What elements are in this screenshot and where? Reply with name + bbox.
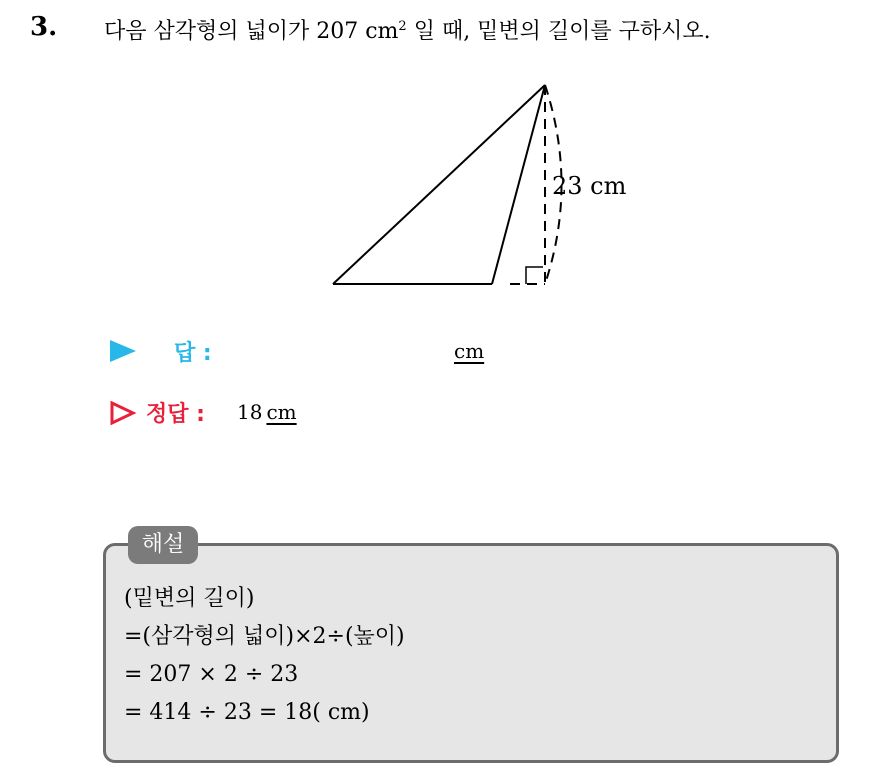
answer-marker-icon [110, 340, 136, 362]
solution-tag: 해설 [128, 526, 198, 564]
height-label: 23 cm [552, 172, 627, 200]
correct-answer-number: 18 [237, 400, 263, 424]
answer-unit: cm [454, 339, 485, 363]
triangle-left-side [333, 85, 545, 284]
problem-number: 3. [30, 12, 58, 42]
triangle-right-side [492, 85, 545, 284]
solution-lines [124, 580, 405, 732]
area-unit-exponent: 2 [398, 19, 407, 34]
solution-line: (밑변의 길이) [124, 586, 255, 611]
answer-label: 답 : [174, 341, 212, 366]
solution-line: = 414 ÷ 23 = 18( cm) [124, 700, 370, 725]
correct-answer-value [237, 400, 297, 424]
solution-line: = 207 × 2 ÷ 23 [124, 662, 299, 687]
problem-text-before: 다음 삼각형의 넓이가 207 cm [104, 19, 399, 44]
solution-line: =(삼각형의 넓이)×2÷(높이) [124, 624, 405, 649]
problem-text [104, 14, 711, 45]
correct-answer-unit: cm [266, 400, 297, 424]
problem-text-after: 일 때, 밑변의 길이를 구하시오. [406, 19, 711, 44]
right-angle-mark [526, 267, 543, 284]
correct-marker-icon [110, 401, 136, 425]
correct-answer-label: 정답 : [146, 402, 205, 427]
